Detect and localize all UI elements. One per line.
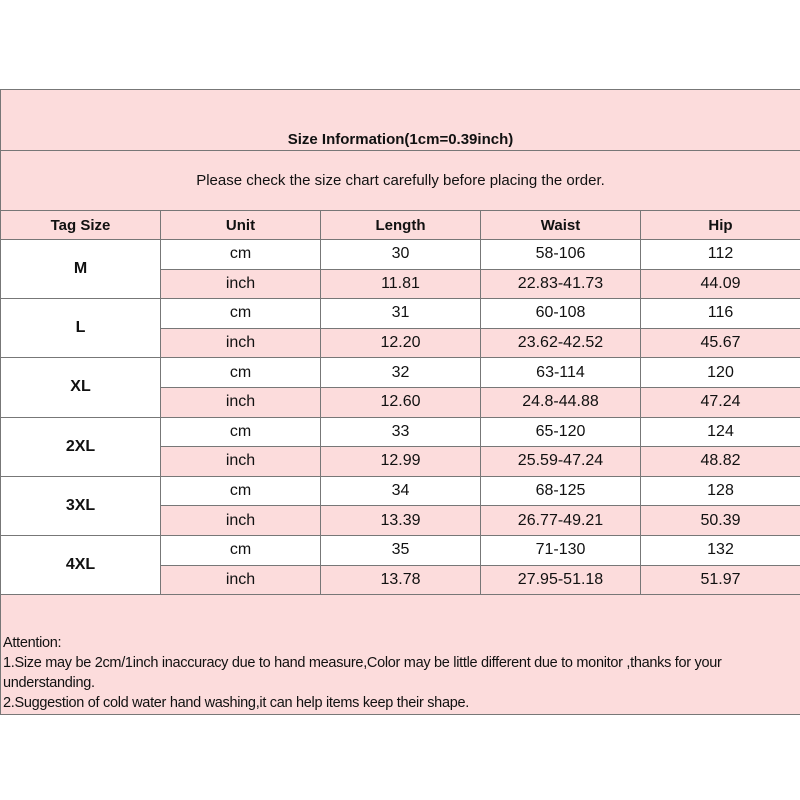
- waist-cell: 68-125: [481, 476, 641, 506]
- header-length: Length: [321, 211, 481, 240]
- hip-cell: 128: [641, 476, 800, 506]
- unit-cell: inch: [161, 565, 321, 595]
- table-row: [1, 299, 800, 329]
- length-cell: 12.20: [321, 328, 481, 358]
- tag-size-cell: 3XL: [1, 476, 161, 535]
- unit-cell: cm: [161, 358, 321, 388]
- table-row: [1, 535, 800, 565]
- note-item: 1.Size may be 2cm/1inch inaccuracy due to hand measure,Color may be little different due to monitor ,thanks for your understanding.: [3, 655, 722, 692]
- hip-cell: 124: [641, 417, 800, 447]
- hip-cell: 44.09: [641, 269, 800, 299]
- hip-cell: 116: [641, 299, 800, 329]
- notes-cell: [1, 595, 800, 715]
- hip-cell: 45.67: [641, 328, 800, 358]
- header-unit: Unit: [161, 211, 321, 240]
- length-cell: 12.99: [321, 447, 481, 477]
- waist-cell: 60-108: [481, 299, 641, 329]
- subtitle-row: [1, 151, 800, 211]
- hip-cell: 47.24: [641, 387, 800, 417]
- header-tag-size: Tag Size: [1, 211, 161, 240]
- note-item: 2.Suggestion of cold water hand washing,it can help items keep their shape.: [3, 695, 469, 712]
- waist-cell: 22.83-41.73: [481, 269, 641, 299]
- hip-cell: 51.97: [641, 565, 800, 595]
- unit-cell: inch: [161, 328, 321, 358]
- waist-cell: 23.62-42.52: [481, 328, 641, 358]
- tag-size-cell: 2XL: [1, 417, 161, 476]
- waist-cell: 63-114: [481, 358, 641, 388]
- unit-cell: cm: [161, 535, 321, 565]
- chart-subtitle: Please check the size chart carefully before placing the order.: [1, 151, 800, 211]
- unit-cell: inch: [161, 387, 321, 417]
- waist-cell: 71-130: [481, 535, 641, 565]
- length-cell: 34: [321, 476, 481, 506]
- tag-size-cell: M: [1, 240, 161, 299]
- length-cell: 13.39: [321, 506, 481, 536]
- unit-cell: inch: [161, 447, 321, 477]
- chart-title: Size Information(1cm=0.39inch): [1, 90, 800, 151]
- length-cell: 32: [321, 358, 481, 388]
- size-table: [0, 89, 800, 715]
- header-hip: Hip: [641, 211, 800, 240]
- waist-cell: 24.8-44.88: [481, 387, 641, 417]
- tag-size-cell: XL: [1, 358, 161, 417]
- notes-heading: Attention:: [3, 635, 62, 652]
- table-row: [1, 240, 800, 270]
- hip-cell: 132: [641, 535, 800, 565]
- length-cell: 35: [321, 535, 481, 565]
- length-cell: 11.81: [321, 269, 481, 299]
- size-chart: [0, 89, 800, 715]
- waist-cell: 65-120: [481, 417, 641, 447]
- hip-cell: 120: [641, 358, 800, 388]
- unit-cell: cm: [161, 476, 321, 506]
- length-cell: 13.78: [321, 565, 481, 595]
- tag-size-cell: 4XL: [1, 535, 161, 594]
- length-cell: 30: [321, 240, 481, 270]
- table-row: [1, 417, 800, 447]
- table-row: [1, 476, 800, 506]
- header-waist: Waist: [481, 211, 641, 240]
- waist-cell: 58-106: [481, 240, 641, 270]
- unit-cell: cm: [161, 299, 321, 329]
- waist-cell: 25.59-47.24: [481, 447, 641, 477]
- header-row: [1, 211, 800, 240]
- notes-row: [1, 595, 800, 715]
- table-row: [1, 358, 800, 388]
- title-row: [1, 90, 800, 151]
- length-cell: 12.60: [321, 387, 481, 417]
- waist-cell: 27.95-51.18: [481, 565, 641, 595]
- unit-cell: cm: [161, 240, 321, 270]
- unit-cell: inch: [161, 269, 321, 299]
- tag-size-cell: L: [1, 299, 161, 358]
- unit-cell: cm: [161, 417, 321, 447]
- hip-cell: 112: [641, 240, 800, 270]
- hip-cell: 50.39: [641, 506, 800, 536]
- length-cell: 33: [321, 417, 481, 447]
- hip-cell: 48.82: [641, 447, 800, 477]
- length-cell: 31: [321, 299, 481, 329]
- waist-cell: 26.77-49.21: [481, 506, 641, 536]
- unit-cell: inch: [161, 506, 321, 536]
